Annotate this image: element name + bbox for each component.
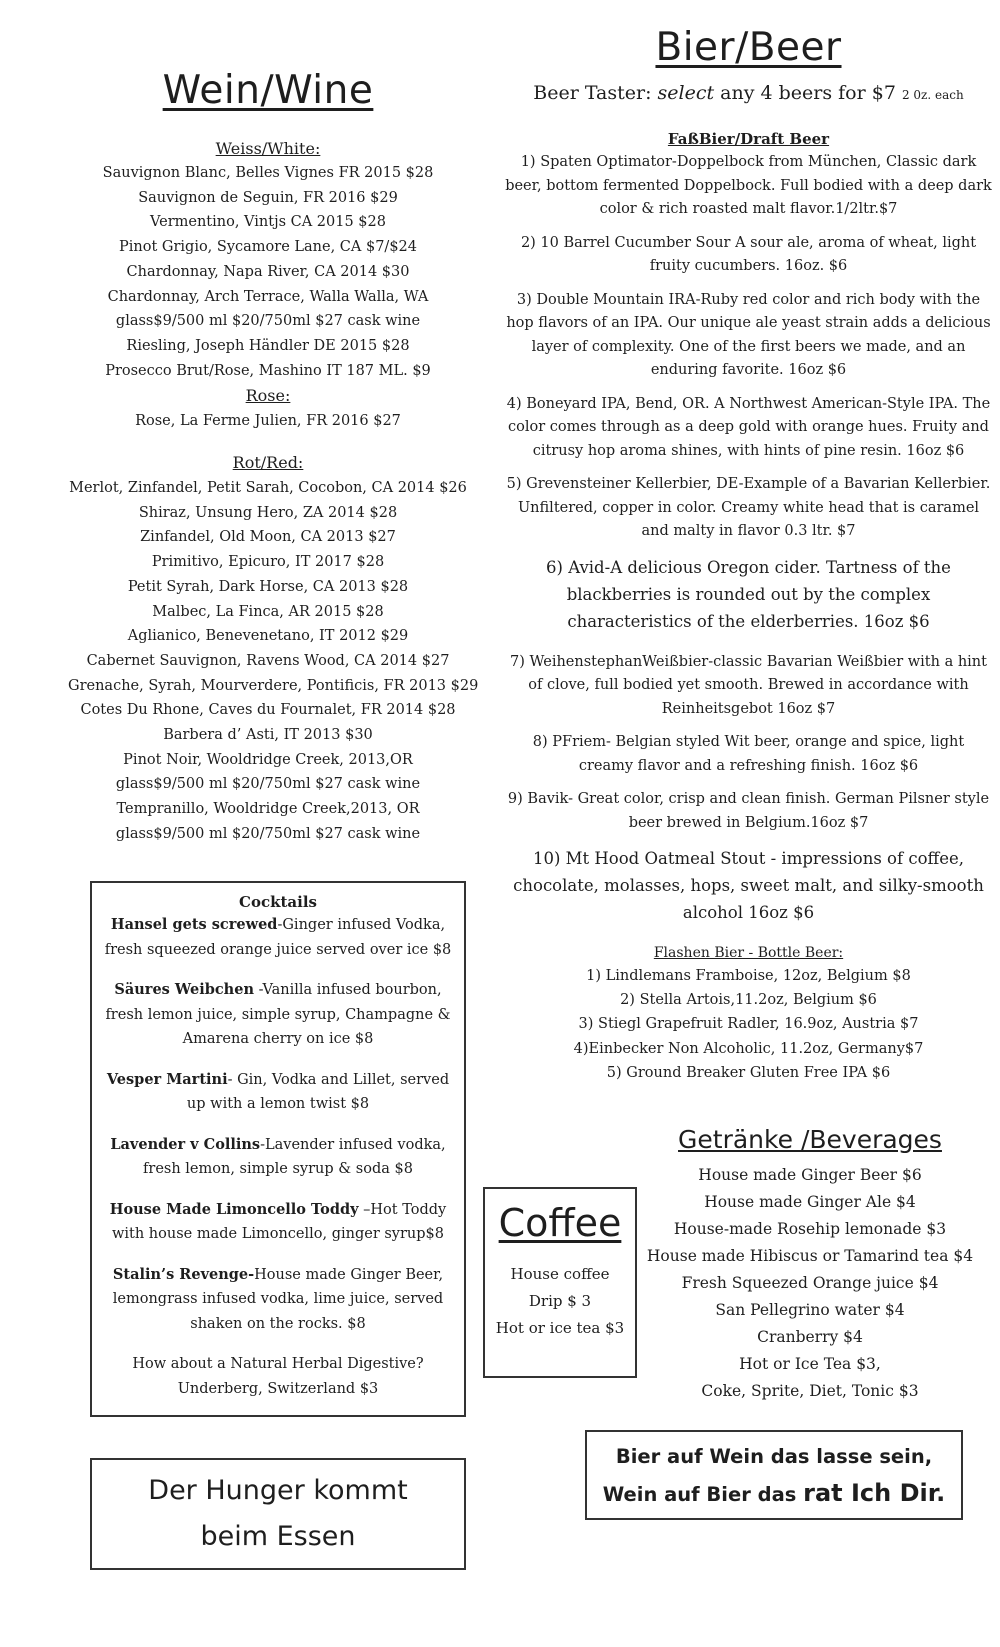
wine-item: Cabernet Sauvignon, Ravens Wood, CA 2014 $27 [86,652,450,669]
bottle-beer-list [505,964,992,1085]
cocktail-name: Hansel gets screwed [110,916,278,933]
wine-item: Chardonnay, Arch Terrace, Walla Walla, WA [107,288,429,305]
wine-item: Merlot, Zinfandel, Petit Sarah, Cocobon, CA 2014 $26 [69,480,467,497]
beer-wine-quote-box [585,1430,963,1520]
bottle-beer-item: 2) Stella Artois,11.2oz, Belgium $6 [620,992,877,1009]
wine-item: Cotes Du Rhone, Caves du Fournalet, FR 2014 $28 [80,702,456,719]
cocktail-name: Stalin’s Revenge- [112,1265,255,1283]
beverage-item: House made Hibiscus or Tamarind tea $4 [646,1247,974,1265]
cocktail-desc: House made Ginger Beer, lemongrass infused vodka, lime juice, served shaken on the rocks. $8 [112,1266,444,1332]
beverage-item: Coke, Sprite, Diet, Tonic $3 [701,1382,919,1400]
wine-item: Riesling, Joseph Händler DE 2015 $28 [126,337,410,354]
coffee-item: Drip $ 3 [528,1292,592,1310]
quote-line-2b: rat Ich Dir. [803,1478,946,1507]
beverage-item: House-made Rosehip lemonade $3 [673,1220,947,1238]
bottle-beer-heading: Flashen Bier - Bottle Beer: [653,945,844,961]
coffee-item: House coffee [510,1265,610,1283]
wine-section [68,62,479,847]
taster-em: select [657,82,715,104]
draft-beer-item: 6) Avid-A delicious Oregon cider. Tartness of the blackberries is rounded out by the complex characteristics of the elderberries. 16oz $6 [546,557,951,631]
draft-beer-item: 1) Spaten Optimator-Doppelbock from München, Classic dark beer, bottom fermented Doppelbock. Full bodied with a deep dark color & rich roasted malt flavor.1/2ltr.$7 [505,154,992,217]
quote-line-2 [587,1475,961,1513]
beverage-item: Cranberry $4 [757,1328,863,1346]
draft-beer-list [505,151,992,926]
cocktail-item [102,1198,454,1247]
rose-wine-heading: Rose: [245,386,291,406]
wine-item: glass$9/500 ml $20/750ml $27 cask wine [115,313,421,330]
cocktail-item [102,978,454,1052]
bottle-beer-item: 3) Stiegl Grapefruit Radler, 16.9oz, Austria $7 [578,1016,919,1033]
wine-item: glass$9/500 ml $20/750ml $27 cask wine [115,776,421,793]
wine-item: Sauvignon de Seguin, FR 2016 $29 [138,189,398,206]
cocktails-box [90,881,466,1417]
quote-line-1: Bier auf Wein das lasse sein, [615,1444,933,1468]
beer-section [505,22,992,1085]
draft-beer-item: 8) PFriem- Belgian styled Wit beer, orange and spice, light creamy flavor and a refreshing finish. 16oz $6 [532,734,965,774]
coffee-item: Hot or ice tea $3 [495,1319,625,1337]
draft-beer-item: 7) WeihenstephanWeißbier-classic Bavarian Weißbier with a hint of clove, full bodied yet smooth. Brewed in accordance with Reinheitsgebot 16oz $7 [510,653,987,717]
bottle-beer-item: 5) Ground Breaker Gluten Free IPA $6 [606,1064,891,1081]
cocktail-name: Lavender v Collins [110,1135,261,1153]
bottle-beer-item: 4)Einbecker Non Alcoholic, 11.2oz, Germany$7 [573,1040,924,1057]
wine-item: Barbera d’ Asti, IT 2013 $30 [163,727,373,744]
wine-item: Vermentino, Vintjs CA 2015 $28 [149,214,386,231]
cocktail-item [102,913,454,962]
taster-small: 2 0z. each [901,88,964,102]
wine-item: Rose, La Ferme Julien, FR 2016 $27 [135,413,401,430]
wine-item: Shiraz, Unsung Hero, ZA 2014 $28 [138,504,398,521]
wine-item: Grenache, Syrah, Mourverdere, Pontificis, FR 2013 $29 [68,677,479,694]
wine-item: Primitivo, Epicuro, IT 2017 $28 [151,554,385,571]
wine-item: Aglianico, Benevenetano, IT 2012 $29 [127,628,409,645]
cocktail-desc: –Hot Toddy with house made Limoncello, ginger syrup$8 [111,1201,447,1242]
cocktail-item [102,1133,454,1182]
wine-item: Zinfandel, Old Moon, CA 2013 $27 [140,529,396,546]
beverage-item: House made Ginger Beer $6 [698,1166,922,1184]
cocktail-item [102,1068,454,1117]
draft-beer-item: 5) Grevensteiner Kellerbier, DE-Example of a Bavarian Kellerbier. Unfiltered, copper in color. Creamy white head that is caramel and malty in flavor 0.3 ltr. $7 [506,476,991,539]
wine-title: Wein/Wine [162,68,374,113]
taster-post: any 4 beers for $7 [714,82,902,104]
wine-item: Petit Syrah, Dark Horse, CA 2013 $28 [127,578,409,595]
beverage-item: San Pellegrino water $4 [715,1301,905,1319]
bottle-beer-item: 1) Lindlemans Framboise, 12oz, Belgium $8 [586,968,911,984]
cocktail-desc: -Lavender infused vodka, fresh lemon, simple syrup & soda $8 [143,1136,446,1177]
beverage-item: House made Ginger Ale $4 [704,1193,916,1211]
beer-taster [505,80,992,108]
wine-item: Prosecco Brut/Rose, Mashino IT 187 ML. $9 [105,362,431,379]
wine-item: Pinot Noir, Wooldridge Creek, 2013,OR [123,751,413,768]
cocktails-heading: Cocktails [239,893,317,911]
hunger-quote-box [90,1458,466,1570]
cocktail-name: Säures Weibchen [114,981,254,998]
beverage-item: Fresh Squeezed Orange juice $4 [681,1274,939,1292]
cocktail-name: House Made Limoncello Toddy [109,1200,359,1218]
draft-beer-item: 3) Double Mountain IRA-Ruby red color and rich body with the hop flavors of an IPA. Our unique ale yeast strain adds a delicious layer of complexity. One of the first beers we made, and an enduring favorite. 16oz $6 [506,291,991,378]
coffee-box [483,1187,637,1378]
taster-pre: Beer Taster: [533,82,658,104]
wine-item: Tempranillo, Wooldridge Creek,2013, OR [116,801,420,818]
wine-item: Pinot Grigio, Sycamore Lane, CA $7/$24 [118,239,417,256]
wine-item: Chardonnay, Napa River, CA 2014 $30 [126,263,410,280]
quote-line-2a: Wein auf Bier das [602,1482,804,1506]
white-wine-heading: Weiss/White: [215,139,321,158]
draft-beer-item: 2) 10 Barrel Cucumber Sour A sour ale, aroma of wheat, light fruity cucumbers. 16oz. $6 [520,234,977,274]
beverages-section [640,1125,980,1405]
cocktail-item [102,1263,454,1337]
digestive-note: How about a Natural Herbal Digestive? Underberg, Switzerland $3 [132,1356,424,1397]
red-wine-heading: Rot/Red: [232,453,304,473]
coffee-title: Coffee [498,1201,622,1245]
beer-title: Bier/Beer [655,25,842,70]
draft-beer-item: 4) Boneyard IPA, Bend, OR. A Northwest American-Style IPA. The color comes through as a deep gold with orange hues. Fruity and citrusy hop aroma shines, with hints of pine resin. 16oz $6 [506,395,991,459]
cocktail-name: Vesper Martini [106,1070,228,1088]
wine-item: glass$9/500 ml $20/750ml $27 cask wine [115,825,421,842]
beverage-item: Hot or Ice Tea $3, [739,1355,881,1373]
hunger-line-1: Der Hunger kommt [148,1475,408,1506]
red-wine-list [68,476,479,847]
cocktail-desc: - Gin, Vodka and Lillet, served up with a lemon twist $8 [186,1071,450,1112]
draft-beer-heading: FaßBier/Draft Beer [667,130,830,148]
cocktail-desc: -Ginger infused Vodka, fresh squeezed orange juice served over ice $8 [104,917,452,958]
draft-beer-item: 9) Bavik- Great color, crisp and clean finish. German Pilsner style beer brewed in Belgium.16oz $7 [507,791,990,831]
white-wine-list [68,161,468,383]
hunger-line-2: beim Essen [200,1521,356,1552]
draft-beer-item: 10) Mt Hood Oatmeal Stout - impressions of coffee, chocolate, molasses, hops, sweet malt, and silky-smooth alcohol 16oz $6 [513,849,984,922]
wine-item: Malbec, La Finca, AR 2015 $28 [152,603,384,620]
beverages-title: Getränke /Beverages [678,1125,942,1154]
cocktail-desc: -Vanilla infused bourbon, fresh lemon juice, simple syrup, Champagne & Amarena cherry on ice $8 [105,982,451,1047]
wine-item: Sauvignon Blanc, Belles Vignes FR 2015 $28 [102,165,434,181]
